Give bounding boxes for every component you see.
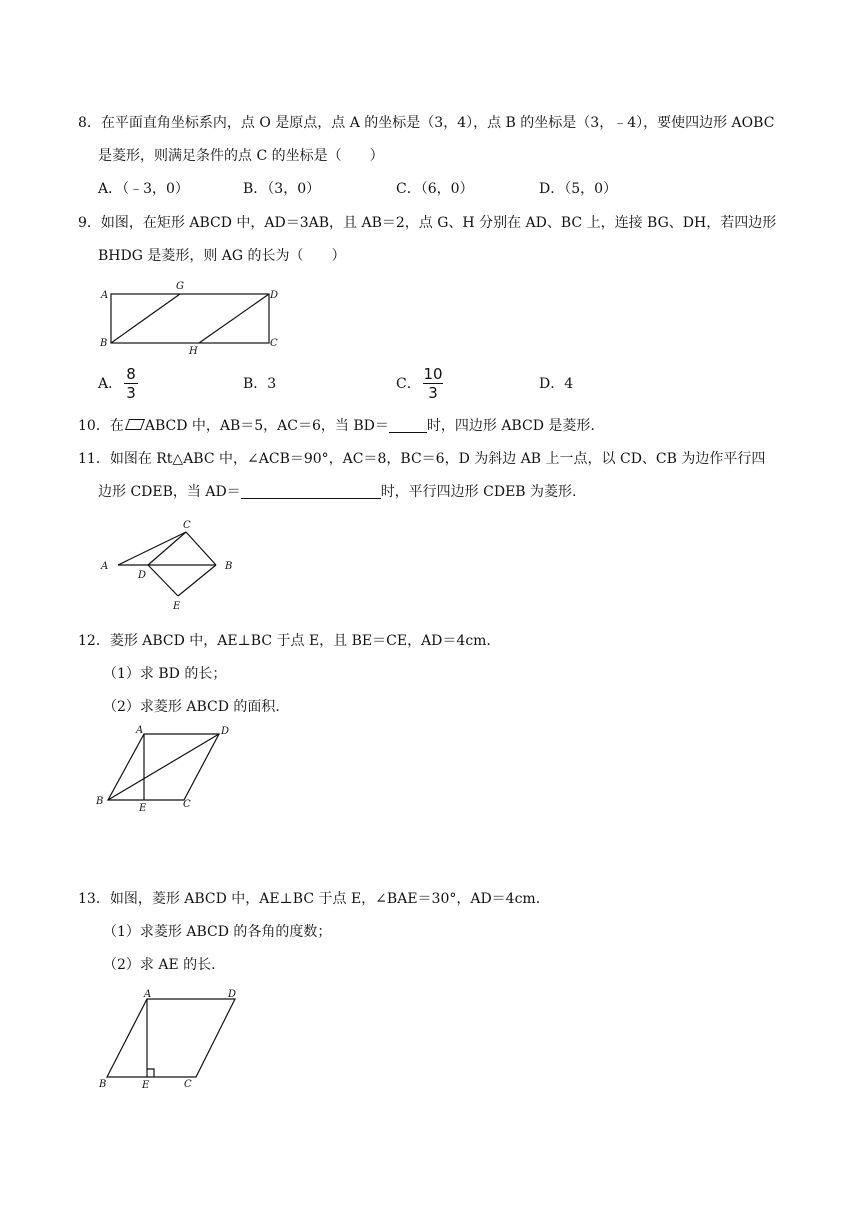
q10-answer-blank[interactable] [389, 418, 427, 433]
q13-stem: 13．如图，菱形 ABCD 中，AE⊥BC 于点 E，∠BAE＝30°，AD＝4cm. [78, 891, 541, 907]
q12-label-d: D [221, 726, 230, 737]
q9-label-a: A [101, 290, 109, 301]
q12-stem: 12．菱形 ABCD 中，AE⊥BC 于点 E，且 BE＝CE，AD＝4cm. [78, 633, 491, 649]
q10-stem [78, 417, 595, 435]
q9-label-d: D [270, 290, 279, 301]
q11-triangle-figure [98, 515, 248, 615]
q13-label-e: E [142, 1080, 150, 1091]
fraction-numerator: 8 [126, 365, 136, 383]
q11-stem-line2-suffix: 时，平行四边形 CDEB 为菱形. [380, 484, 577, 500]
q13-rhombus-figure [94, 985, 254, 1090]
q12-label-c: C [183, 799, 191, 810]
q12-subquestion-1: （1）求 BD 的长； [103, 666, 227, 682]
q8-stem-line1: 8．在平面直角坐标系内，点 O 是原点，点 A 的坐标是（3，4），点 B 的坐标是（3，﹣4），要使四边形 AOBC [78, 115, 775, 131]
q11-stem-line2 [98, 483, 576, 501]
q8-option-c[interactable]: C．（6，0） [396, 181, 474, 197]
fraction-denominator: 3 [428, 384, 438, 402]
fraction-numerator: 10 [423, 365, 443, 383]
q8-option-a[interactable]: A．（﹣3，0） [98, 181, 189, 197]
q13-subquestion-2: （2）求 AE 的长. [103, 957, 216, 973]
q11-label-a: A [101, 561, 109, 572]
q9-label-b: B [100, 338, 108, 349]
q11-label-d: D [138, 570, 147, 581]
q9-option-b[interactable]: B．3 [243, 376, 277, 392]
q9-stem-line2: BHDG 是菱形，则 AG 的长为（ ） [98, 248, 346, 264]
q9-stem-line1: 9．如图，在矩形 ABCD 中，AD＝3AB，且 AB＝2，点 G、H 分别在 AD、BC 上，连接 BG、DH，若四边形 [78, 215, 777, 231]
q9-option-c-fraction[interactable] [423, 366, 443, 401]
q9-option-d[interactable]: D．4 [539, 376, 574, 392]
q12-label-b: B [96, 796, 104, 807]
q13-label-a: A [144, 989, 152, 1000]
q12-subquestion-2: （2）求菱形 ABCD 的面积. [103, 699, 280, 715]
q8-option-b[interactable]: B．（3，0） [243, 181, 321, 197]
parallelogram-icon [125, 419, 145, 430]
q11-answer-blank[interactable] [241, 484, 381, 499]
q13-label-c: C [184, 1079, 192, 1090]
q9-label-c: C [270, 338, 278, 349]
q10-stem-suffix: 时，四边形 ABCD 是菱形. [426, 418, 595, 434]
q13-subquestion-1: （1）求菱形 ABCD 的各角的度数； [103, 924, 332, 940]
q9-option-a-fraction[interactable] [124, 366, 138, 401]
q9-option-a-label[interactable]: A． [98, 376, 123, 392]
q11-label-b: B [225, 561, 233, 572]
fraction-denominator: 3 [126, 384, 136, 402]
q10-stem-prefix: 10．在 [78, 418, 124, 434]
q11-stem-line1: 11．如图在 Rt△ABC 中，∠ACB＝90°，AC＝8，BC＝6，D 为斜边 AB 上一点，以 CD、CB 为边作平行四 [78, 451, 766, 467]
q11-label-e: E [173, 601, 181, 612]
q9-option-c-label[interactable]: C． [396, 376, 421, 392]
q11-stem-line2-prefix: 边形 CDEB，当 AD＝ [98, 484, 241, 500]
q12-label-e: E [139, 803, 147, 814]
q11-label-c: C [183, 520, 191, 531]
q10-stem-middle: ABCD 中，AB＝5，AC＝6，当 BD＝ [144, 418, 389, 434]
q13-label-d: D [228, 989, 237, 1000]
q9-label-h: H [189, 346, 198, 357]
q9-label-g: G [176, 281, 184, 292]
q8-option-d[interactable]: D．（5，0） [539, 181, 618, 197]
q12-label-a: A [136, 725, 144, 736]
q9-rectangle-figure [98, 280, 288, 360]
q13-label-b: B [99, 1079, 107, 1090]
q8-stem-line2: 是菱形，则满足条件的点 C 的坐标是（ ） [98, 148, 384, 164]
q12-rhombus-figure [94, 720, 244, 815]
